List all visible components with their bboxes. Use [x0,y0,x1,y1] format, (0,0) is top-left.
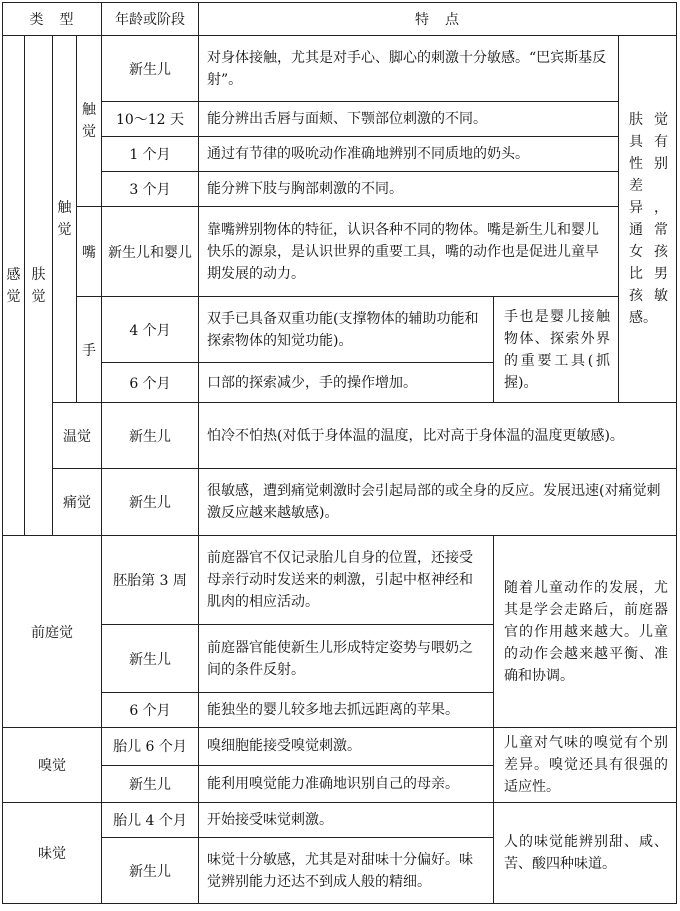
age-cell: 新生儿 [102,403,199,469]
age-cell: 胎儿 4 个月 [102,803,199,838]
category-smell: 嗅觉 [3,728,102,803]
table-row [3,469,677,536]
hand-note: 手也是婴儿接触物体、探索外界的重要工具(抓握)。 [494,297,619,403]
table-row [3,102,677,137]
age-cell: 新生儿 [102,765,199,803]
table-row [3,297,677,363]
feature-cell: 开始接受味觉刺激。 [199,803,494,838]
taste-note: 人的味觉能辨别甜、咸、苦、酸四种味道。 [494,803,677,904]
feature-cell: 能利用嗅觉能力准确地识别自己的母亲。 [199,765,494,803]
subcategory-mouth: 嘴 [77,207,102,297]
age-cell: 6 个月 [102,363,199,403]
vertical-char: 肤 [31,266,46,283]
feature-cell: 怕冷不怕热(对低于身体温的温度，比对高于身体温的温度更敏感)。 [199,403,677,469]
subcategory-touch [77,36,102,207]
age-cell: 胚胎第 3 周 [102,536,199,625]
category-warm: 温觉 [53,403,102,469]
category-skin [25,36,53,536]
feature-cell: 对身体接触，尤其是对手心、脚心的刺激十分敏感。“巴宾斯基反射”。 [199,36,619,102]
feature-cell: 很敏感，遭到痛觉刺激时会引起局部的或全身的反应。发展迅速(对痛觉刺激反应越来越敏感)。 [199,469,677,536]
vertical-char: 觉 [57,222,72,238]
age-cell: 胎儿 6 个月 [102,728,199,766]
category-vestibular: 前庭觉 [3,536,102,728]
age-cell: 新生儿 [102,838,199,904]
feature-cell: 双手已具备双重功能(支撑物体的辅助功能和探索物体的知觉功能)。 [199,297,494,363]
sense-development-table [2,2,677,904]
age-cell: 新生儿 [102,36,199,102]
feature-cell: 味觉十分敏感，尤其是对甜味十分偏好。味觉辨别能力还达不到成人般的精细。 [199,838,494,904]
table-row [3,728,677,766]
category-sense [3,36,25,536]
feature-cell: 嗅细胞能接受嗅觉刺激。 [199,728,494,766]
table-row [3,403,677,469]
age-cell: 10～12 天 [102,102,199,137]
category-touch [53,36,77,403]
table-row [3,172,677,207]
age-cell: 6 个月 [102,693,199,728]
header-age: 年龄或阶段 [102,3,199,36]
vertical-char: 触 [57,200,72,216]
table-row [3,207,677,297]
category-touch-label [53,197,76,241]
vertical-char: 觉 [6,288,21,305]
vertical-char: 觉 [31,288,46,305]
table-header-row [3,3,677,36]
feature-cell: 前庭器官能使新生儿形成特定姿势与喂奶之间的条件反射。 [199,625,494,693]
category-sense-label [3,264,24,308]
smell-note: 儿童对气味的嗅觉有个别差异。嗅觉还具有很强的适应性。 [494,728,677,803]
vertical-char: 感 [6,266,21,283]
table-row [3,536,677,625]
feature-cell: 通过有节律的吸吮动作准确地辨别不同质地的奶头。 [199,137,619,172]
skin-note: 肤觉具有性别差异，通常女孩比男孩敏感。 [619,36,677,403]
header-feature: 特 点 [199,3,677,36]
subcategory-hand: 手 [77,297,102,403]
feature-cell: 能分辨下肢与胸部刺激的不同。 [199,172,619,207]
feature-cell: 能分辨出舌唇与面颊、下颚部位刺激的不同。 [199,102,619,137]
vertical-char: 觉 [82,124,96,140]
vertical-char: 触 [82,102,96,118]
age-cell: 新生儿 [102,625,199,693]
subcategory-touch-label [77,99,101,143]
table-row [3,36,677,102]
age-cell: 新生儿和婴儿 [102,207,199,297]
feature-cell: 前庭器官不仅记录胎儿自身的位置，还接受母亲行动时发送来的刺激，引起中枢神经和肌肉的相应活动。 [199,536,494,625]
age-cell: 新生儿 [102,469,199,536]
feature-cell: 能独坐的婴儿较多地去抓远距离的苹果。 [199,693,494,728]
category-taste: 味觉 [3,803,102,904]
age-cell: 1 个月 [102,137,199,172]
age-cell: 3 个月 [102,172,199,207]
feature-cell: 口部的探索减少，手的操作增加。 [199,363,494,403]
table-row [3,803,677,838]
feature-cell: 靠嘴辨别物体的特征，认识各种不同的物体。嘴是新生儿和婴儿快乐的源泉，是认识世界的重要工具，嘴的动作也是促进儿童早期发展的动力。 [199,207,619,297]
table-row [3,137,677,172]
age-cell: 4 个月 [102,297,199,363]
category-skin-label [25,264,52,308]
vestibular-note: 随着儿童动作的发展，尤其是学会走路后，前庭器官的作用越来越大。儿童的动作会越来越平衡、准确和协调。 [494,536,677,728]
header-type: 类 型 [3,3,102,36]
category-pain: 痛觉 [53,469,102,536]
